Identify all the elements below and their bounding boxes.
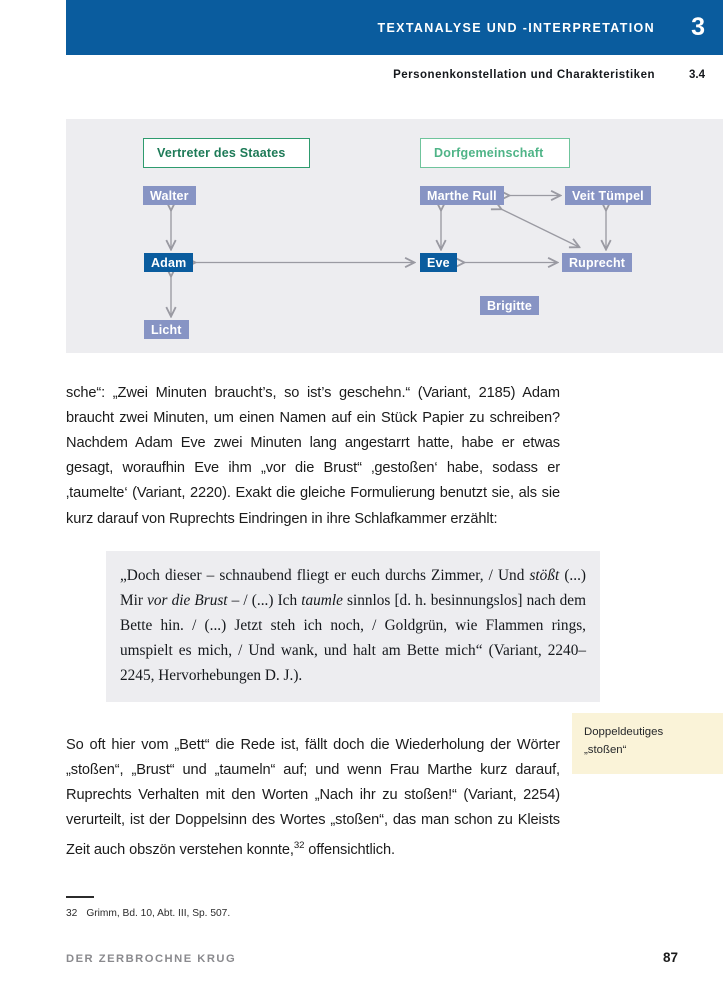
margin-note — [572, 713, 723, 774]
diagram-node-licht: Licht — [144, 320, 189, 339]
quote-italic-2: vor die Brust — [147, 592, 228, 610]
body-paragraph-2-text-2: offensichtlich. — [304, 842, 395, 859]
character-constellation-diagram — [66, 119, 723, 353]
footnote-entry — [66, 906, 560, 921]
footnote-number: 32 — [66, 908, 78, 919]
quotation-block — [106, 551, 600, 702]
chapter-number: 3 — [691, 13, 705, 41]
diagram-node-ruprecht: Ruprecht — [562, 253, 632, 272]
quote-text-2: (...) Mir — [120, 567, 586, 610]
quote-text-1: „Doch dieser – schnaubend fliegt er euch durchs Zimmer, / Und — [120, 567, 530, 585]
quote-italic-3: taumle — [301, 592, 343, 610]
quote-text-3: – / (...) Ich — [227, 592, 302, 610]
footer-page-number: 87 — [662, 950, 678, 965]
diagram-node-brigitte: Brigitte — [480, 296, 539, 315]
quote-text-4: sinnlos [d. h. besinnungslos] nach dem Bette hin. / (...) Jetzt steh ich noch, / Goldgrün, wie Flammen rings, umspielt es mich, / Und wank, und halt am Bette mich“ (Variant, 2240–2245, Hervorhebungen D. J.). — [120, 592, 586, 685]
footer-book-title: DER ZERBROCHNE KRUG — [66, 953, 237, 965]
section-header — [66, 62, 705, 88]
body-paragraph-1: sche“: „Zwei Minuten braucht’s, so ist’s geschehn.“ (Variant, 2185) Adam braucht zwei Minuten, um einen Namen auf ein Stück Papier zu schreiben? Nachdem Adam Eve zwei Minuten lang angestarrt hatte, habe er etwas gesagt, woraufhin Eve ihm „vor die Brust“ ‚gestoßen‘ habe, sodass er ‚taumelte‘ (Variant, 2220). Exakt die gleiche Formulierung benutzt sie, als sie kurz darauf von Ruprechts Eindringen in ihre Schlafkammer erzählt: — [66, 384, 560, 527]
section-title: Personenkonstellation und Charakteristiken — [393, 69, 655, 81]
margin-note-line-2: „stoßen“ — [584, 743, 627, 756]
diagram-node-veit-tuempel: Veit Tümpel — [565, 186, 651, 205]
diagram-node-adam: Adam — [144, 253, 193, 272]
footnote-reference-32[interactable]: 32 — [293, 840, 305, 852]
section-number: 3.4 — [689, 69, 705, 81]
chapter-header-title: TEXTANALYSE UND -INTERPRETATION — [377, 20, 655, 35]
quote-italic-1: stößt — [529, 567, 560, 585]
margin-note-line-1: Doppeldeutiges — [584, 726, 664, 738]
chapter-header-band — [66, 0, 723, 55]
page-footer — [66, 950, 705, 965]
footnote-separator-rule — [66, 896, 94, 898]
diagram-node-walter: Walter — [143, 186, 196, 205]
diagram-node-eve: Eve — [420, 253, 457, 272]
footnote-text: Grimm, Bd. 10, Abt. III, Sp. 507. — [86, 908, 231, 919]
body-paragraph-2-text-1: So oft hier vom „Bett“ die Rede ist, fällt doch die Wiederholung der Wörter „stoßen“, „Brust“ und „taumeln“ auf; und wenn Frau Marthe kurz darauf, Ruprechts Verhalten mit den Worten „Nach ihr zu stoßen!“ (Variant, 2254) verurteilt, ist der Doppelsinn des Wortes „stoßen“, das man schon zu Kleists Zeit auch obszön verstehen konnte, — [66, 736, 560, 859]
group-label-village: Dorfgemeinschaft — [420, 138, 570, 168]
group-label-state: Vertreter des Staates — [143, 138, 310, 168]
body-paragraph-2 — [66, 733, 560, 864]
diagram-node-marthe-rull: Marthe Rull — [420, 186, 504, 205]
